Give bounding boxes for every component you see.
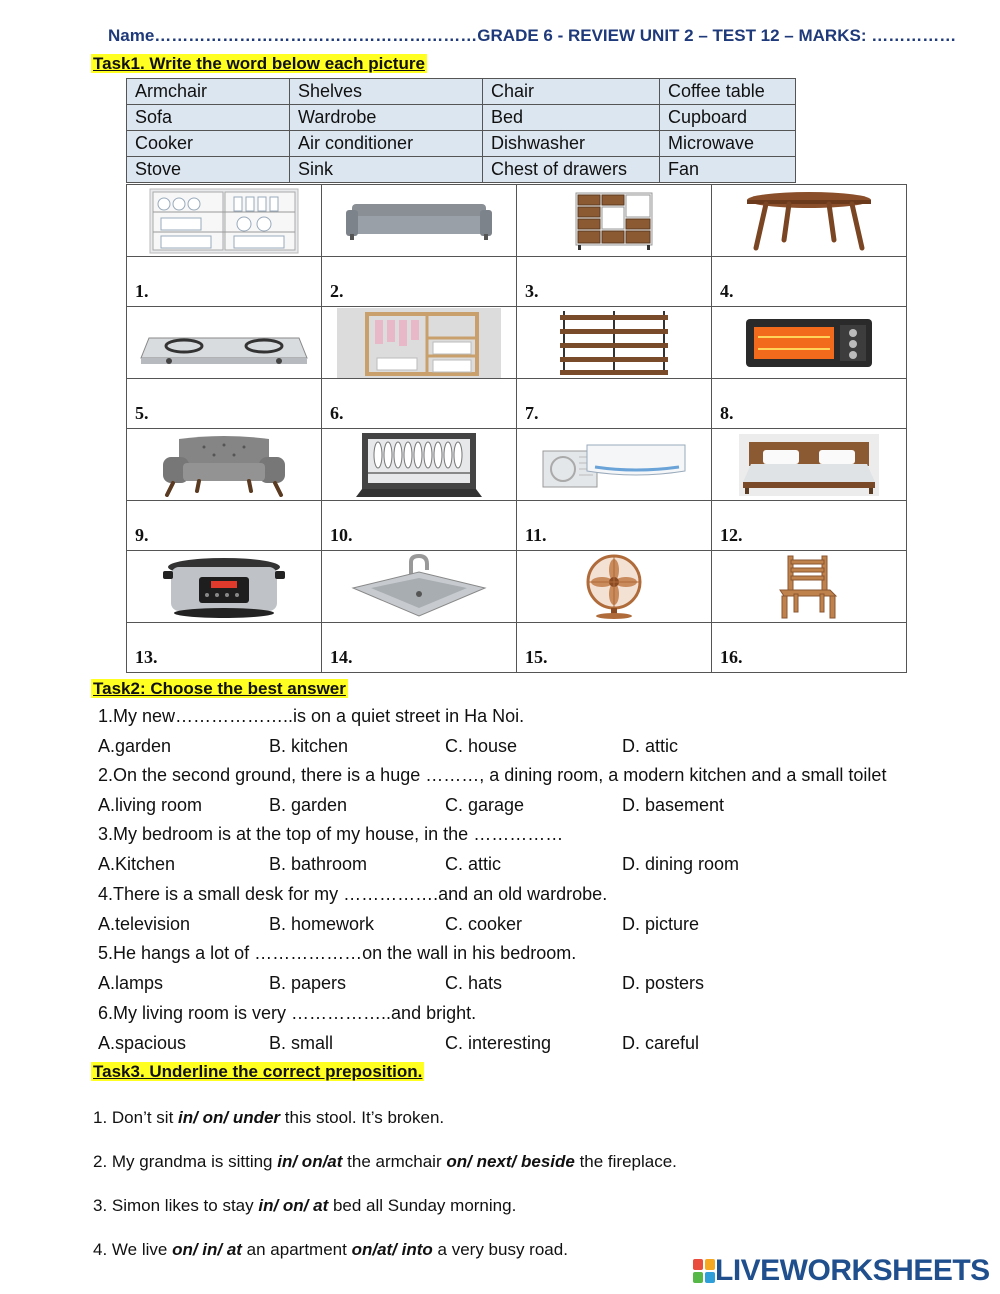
picture-number: 15.: [525, 647, 548, 667]
answer-cell[interactable]: [712, 257, 907, 307]
task1-title: Task1. Write the word below each picture: [93, 54, 425, 73]
option-a[interactable]: A.television: [98, 914, 191, 934]
word-bank-cell: Sofa: [127, 105, 290, 131]
word-bank-cell: Wardrobe: [290, 105, 483, 131]
option-a[interactable]: A.garden: [98, 736, 172, 756]
word-bank-cell: Dishwasher: [483, 131, 660, 157]
liveworksheets-logo: [693, 1254, 990, 1288]
task3-item-2: 2. My grandma is sitting in/ on/at the armchair on/ next/ beside the fireplace.: [93, 1152, 677, 1171]
option-b[interactable]: B. garden: [269, 795, 348, 815]
question-4: 4.There is a small desk for my …………….and an old wardrobe.: [98, 884, 608, 904]
picture-cell: [322, 429, 517, 501]
stove-picture: [127, 307, 321, 378]
picture-cell: [127, 429, 322, 501]
logo-text: LIVEWORKSHEETS: [715, 1254, 990, 1287]
option-c[interactable]: C. house: [445, 736, 518, 756]
option-c[interactable]: C. interesting: [445, 1033, 552, 1053]
option-d[interactable]: D. picture: [622, 914, 700, 934]
question-5: 5.He hangs a lot of ………………on the wall in his bedroom.: [98, 943, 577, 963]
word-bank-cell: Armchair: [127, 79, 290, 105]
picture-number: 6.: [330, 403, 344, 423]
picture-number: 7.: [525, 403, 539, 423]
worksheet-header: Name…………………………………………………GRADE 6 - REVIEW UNIT 2 – TEST 12 – MARKS: ……………: [108, 26, 957, 45]
picture-cell: [517, 551, 712, 623]
picture-number: 8.: [720, 403, 734, 423]
picture-number: 14.: [330, 647, 353, 667]
word-bank-cell: Coffee table: [660, 79, 796, 105]
armchair-picture: [127, 429, 321, 500]
word-bank-cell: Stove: [127, 157, 290, 183]
answer-cell[interactable]: [712, 501, 907, 551]
word-bank-cell: Sink: [290, 157, 483, 183]
option-b[interactable]: B. papers: [269, 973, 347, 993]
picture-cell: [517, 185, 712, 257]
picture-cell: [322, 307, 517, 379]
word-bank-cell: Chair: [483, 79, 660, 105]
picture-number: 4.: [720, 281, 734, 301]
picture-cell: [517, 429, 712, 501]
picture-cell: [712, 429, 907, 501]
word-bank-cell: Chest of drawers: [483, 157, 660, 183]
word-bank-cell: Shelves: [290, 79, 483, 105]
option-d[interactable]: D. careful: [622, 1033, 700, 1053]
picture-number: 3.: [525, 281, 539, 301]
option-a[interactable]: A.living room: [98, 795, 203, 815]
answer-cell[interactable]: [322, 257, 517, 307]
task3-item-3: 3. Simon likes to stay in/ on/ at bed all Sunday morning.: [93, 1196, 517, 1215]
picture-number: 13.: [135, 647, 158, 667]
cooker-picture: [127, 551, 321, 622]
option-b[interactable]: B. small: [269, 1033, 334, 1053]
answer-cell[interactable]: [127, 623, 322, 673]
picture-number: 12.: [720, 525, 743, 545]
option-b[interactable]: B. bathroom: [269, 854, 368, 874]
coffee-table-picture: [712, 185, 906, 256]
option-a[interactable]: A.spacious: [98, 1033, 187, 1053]
picture-number: 5.: [135, 403, 149, 423]
chair-picture: [712, 551, 906, 622]
word-bank-cell: Bed: [483, 105, 660, 131]
answer-cell[interactable]: [127, 501, 322, 551]
fan-picture: [517, 551, 711, 622]
word-bank-row: [127, 79, 796, 105]
cupboard-picture: [127, 185, 321, 256]
answer-cell[interactable]: [517, 623, 712, 673]
question-3: 3.My bedroom is at the top of my house, in the ……………: [98, 824, 564, 844]
preposition-options[interactable]: in/ on/ under: [178, 1108, 281, 1127]
answer-cell[interactable]: [517, 257, 712, 307]
picture-number: 16.: [720, 647, 743, 667]
picture-cell: [322, 185, 517, 257]
answer-cell[interactable]: [712, 379, 907, 429]
preposition-options[interactable]: on/at/ into: [351, 1240, 433, 1259]
option-d[interactable]: D. dining room: [622, 854, 740, 874]
task3-item-4: 4. We live on/ in/ at an apartment on/at/ into a very busy road.: [93, 1240, 568, 1259]
option-c[interactable]: C. hats: [445, 973, 503, 993]
picture-cell: [127, 307, 322, 379]
word-bank-table: [126, 78, 796, 183]
picture-cell: [127, 185, 322, 257]
word-bank-row: [127, 105, 796, 131]
option-b[interactable]: B. homework: [269, 914, 375, 934]
picture-cell: [712, 185, 907, 257]
picture-cell: [127, 551, 322, 623]
option-c[interactable]: C. cooker: [445, 914, 523, 934]
option-a[interactable]: A.lamps: [98, 973, 164, 993]
picture-number: 10.: [330, 525, 353, 545]
task3-title: Task3. Underline the correct preposition.: [93, 1062, 423, 1081]
bed-picture: [712, 429, 906, 500]
picture-cell: [712, 307, 907, 379]
question-2: 2.On the second ground, there is a huge ………, a dining room, a modern kitchen and a small toilet: [98, 765, 887, 785]
option-a[interactable]: A.Kitchen: [98, 854, 176, 874]
picture-number: 11.: [525, 525, 547, 545]
sofa-picture: [322, 185, 516, 256]
microwave-picture: [712, 307, 906, 378]
option-d[interactable]: D. posters: [622, 973, 705, 993]
answer-cell[interactable]: [517, 379, 712, 429]
word-bank-cell: Cooker: [127, 131, 290, 157]
picture-cell: [712, 551, 907, 623]
picture-number: 2.: [330, 281, 344, 301]
answer-cell[interactable]: [127, 257, 322, 307]
word-bank-row: [127, 157, 796, 183]
option-b[interactable]: B. kitchen: [269, 736, 349, 756]
answer-cell[interactable]: [712, 623, 907, 673]
sink-picture: [322, 551, 516, 622]
preposition-options[interactable]: on/ in/ at: [172, 1240, 242, 1259]
option-d[interactable]: D. attic: [622, 736, 679, 756]
task2-title: Task2: Choose the best answer: [93, 679, 346, 698]
word-bank-cell: Cupboard: [660, 105, 796, 131]
answer-cell[interactable]: [517, 501, 712, 551]
option-d[interactable]: D. basement: [622, 795, 725, 815]
picture-number: 9.: [135, 525, 149, 545]
answer-cell[interactable]: [322, 379, 517, 429]
picture-cell: [517, 307, 712, 379]
chest-of-drawers-picture: [517, 185, 711, 256]
preposition-options[interactable]: in/ on/ at: [258, 1196, 329, 1215]
option-c[interactable]: C. garage: [445, 795, 525, 815]
word-bank-cell: Air conditioner: [290, 131, 483, 157]
word-bank-row: [127, 131, 796, 157]
word-bank-cell: Fan: [660, 157, 796, 183]
question-6: 6.My living room is very ……………..and bright.: [98, 1003, 477, 1023]
option-c[interactable]: C. attic: [445, 854, 502, 874]
shelves-picture: [517, 307, 711, 378]
picture-cell: [322, 551, 517, 623]
question-1: 1.My new………………..is on a quiet street in Ha Noi.: [98, 706, 525, 726]
preposition-options[interactable]: in/ on/at: [277, 1152, 343, 1171]
picture-number: 1.: [135, 281, 149, 301]
task3-item-1: 1. Don’t sit in/ on/ under this stool. It’s broken.: [93, 1108, 445, 1127]
air-conditioner-picture: [517, 429, 711, 500]
answer-cell[interactable]: [322, 623, 517, 673]
wardrobe-picture: [322, 307, 516, 378]
answer-cell[interactable]: [322, 501, 517, 551]
dishwasher-picture: [322, 429, 516, 500]
preposition-options[interactable]: on/ next/ beside: [446, 1152, 575, 1171]
word-bank-cell: Microwave: [660, 131, 796, 157]
answer-cell[interactable]: [127, 379, 322, 429]
logo-mark-icon: [693, 1259, 715, 1283]
picture-grid: [126, 184, 907, 673]
